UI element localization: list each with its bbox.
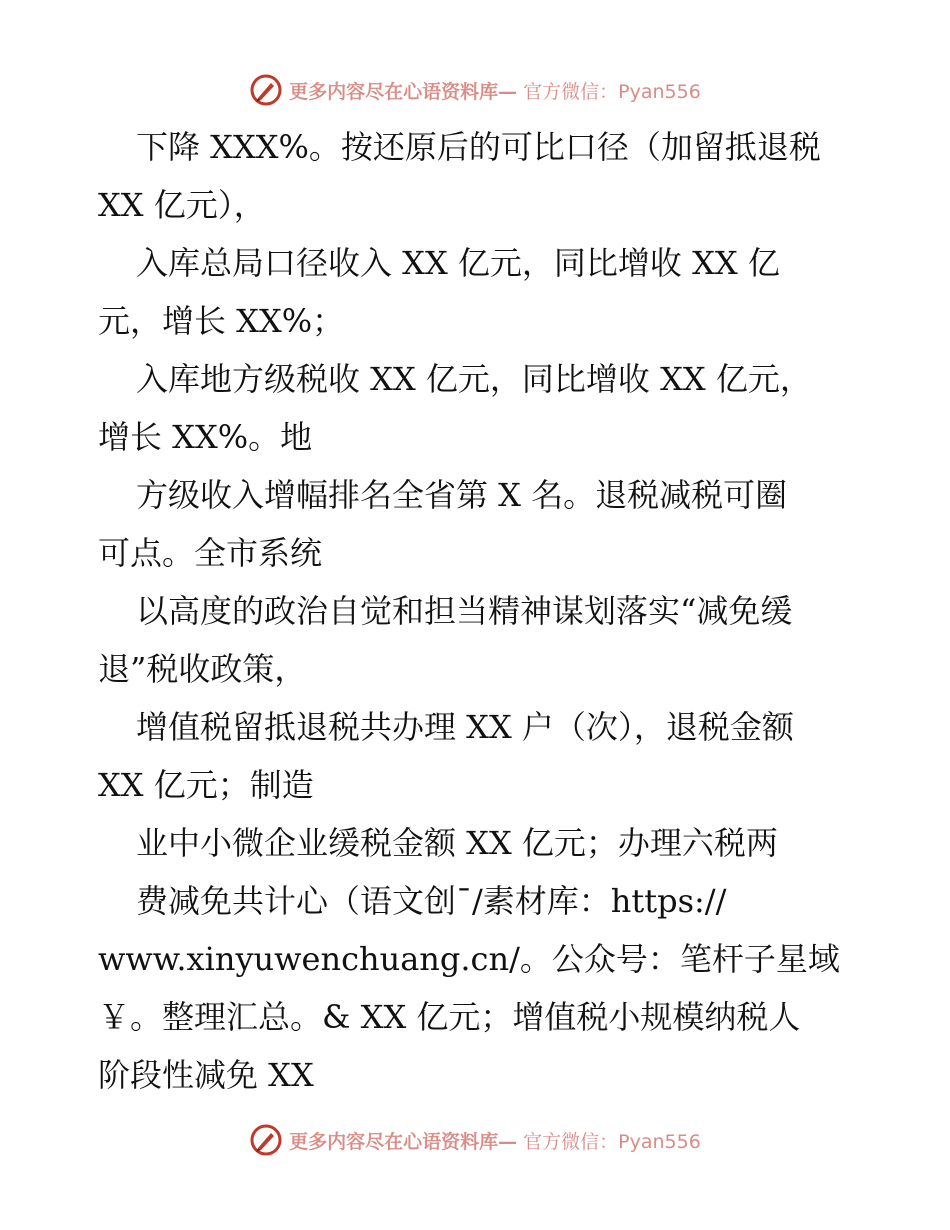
banner-text: 更多内容尽在心语资料库— xyxy=(289,80,518,103)
banner-text: 更多内容尽在心语资料库— xyxy=(289,1130,518,1153)
pen-logo-icon xyxy=(249,73,283,107)
banner-wechat-tag: 官方微信：Pyan556 xyxy=(523,80,701,103)
pen-logo-icon xyxy=(249,1123,283,1157)
text-line: 以高度的政治自觉和担当精神谋划落实“减免缓 xyxy=(136,592,793,630)
text-line: ￥。整理汇总。& XX 亿元；增值税小规模纳税人 xyxy=(98,998,801,1036)
text-line: 费减免共计心（语文创¯/素材库：https:// xyxy=(136,882,727,920)
text-line: 入库地方级税收 XX 亿元，同比增收 XX 亿元， xyxy=(136,360,812,398)
text-line: www.xinyuwenchuang.cn/。公众号：笔杆子星域 xyxy=(98,940,840,978)
text-line: 增长 XX%。地 xyxy=(98,418,313,456)
document-body xyxy=(98,118,858,1104)
text-line: 方级收入增幅排名全省第 X 名。退税减税可圈 xyxy=(136,476,788,514)
text-line: 阶段性减免 XX xyxy=(98,1056,314,1094)
text-line: 业中小微企业缓税金额 XX 亿元；办理六税两 xyxy=(136,824,778,862)
header-banner xyxy=(0,70,950,110)
text-line: 元，增长 XX%； xyxy=(98,302,345,340)
text-line: 下降 XXX%。按还原后的可比口径（加留抵退税 xyxy=(136,128,821,166)
text-line: 入库总局口径收入 XX 亿元，同比增收 XX 亿 xyxy=(136,244,780,282)
text-line: 可点。全市系统 xyxy=(98,534,323,572)
text-line: XX 亿元）， xyxy=(98,186,266,224)
footer-banner xyxy=(0,1120,950,1160)
text-line: XX 亿元；制造 xyxy=(98,766,314,804)
text-line: 退”税收政策， xyxy=(98,650,307,688)
banner-wechat-tag: 官方微信：Pyan556 xyxy=(523,1130,701,1153)
text-line: 增值税留抵退税共办理 XX 户（次），退税金额 xyxy=(136,708,794,746)
